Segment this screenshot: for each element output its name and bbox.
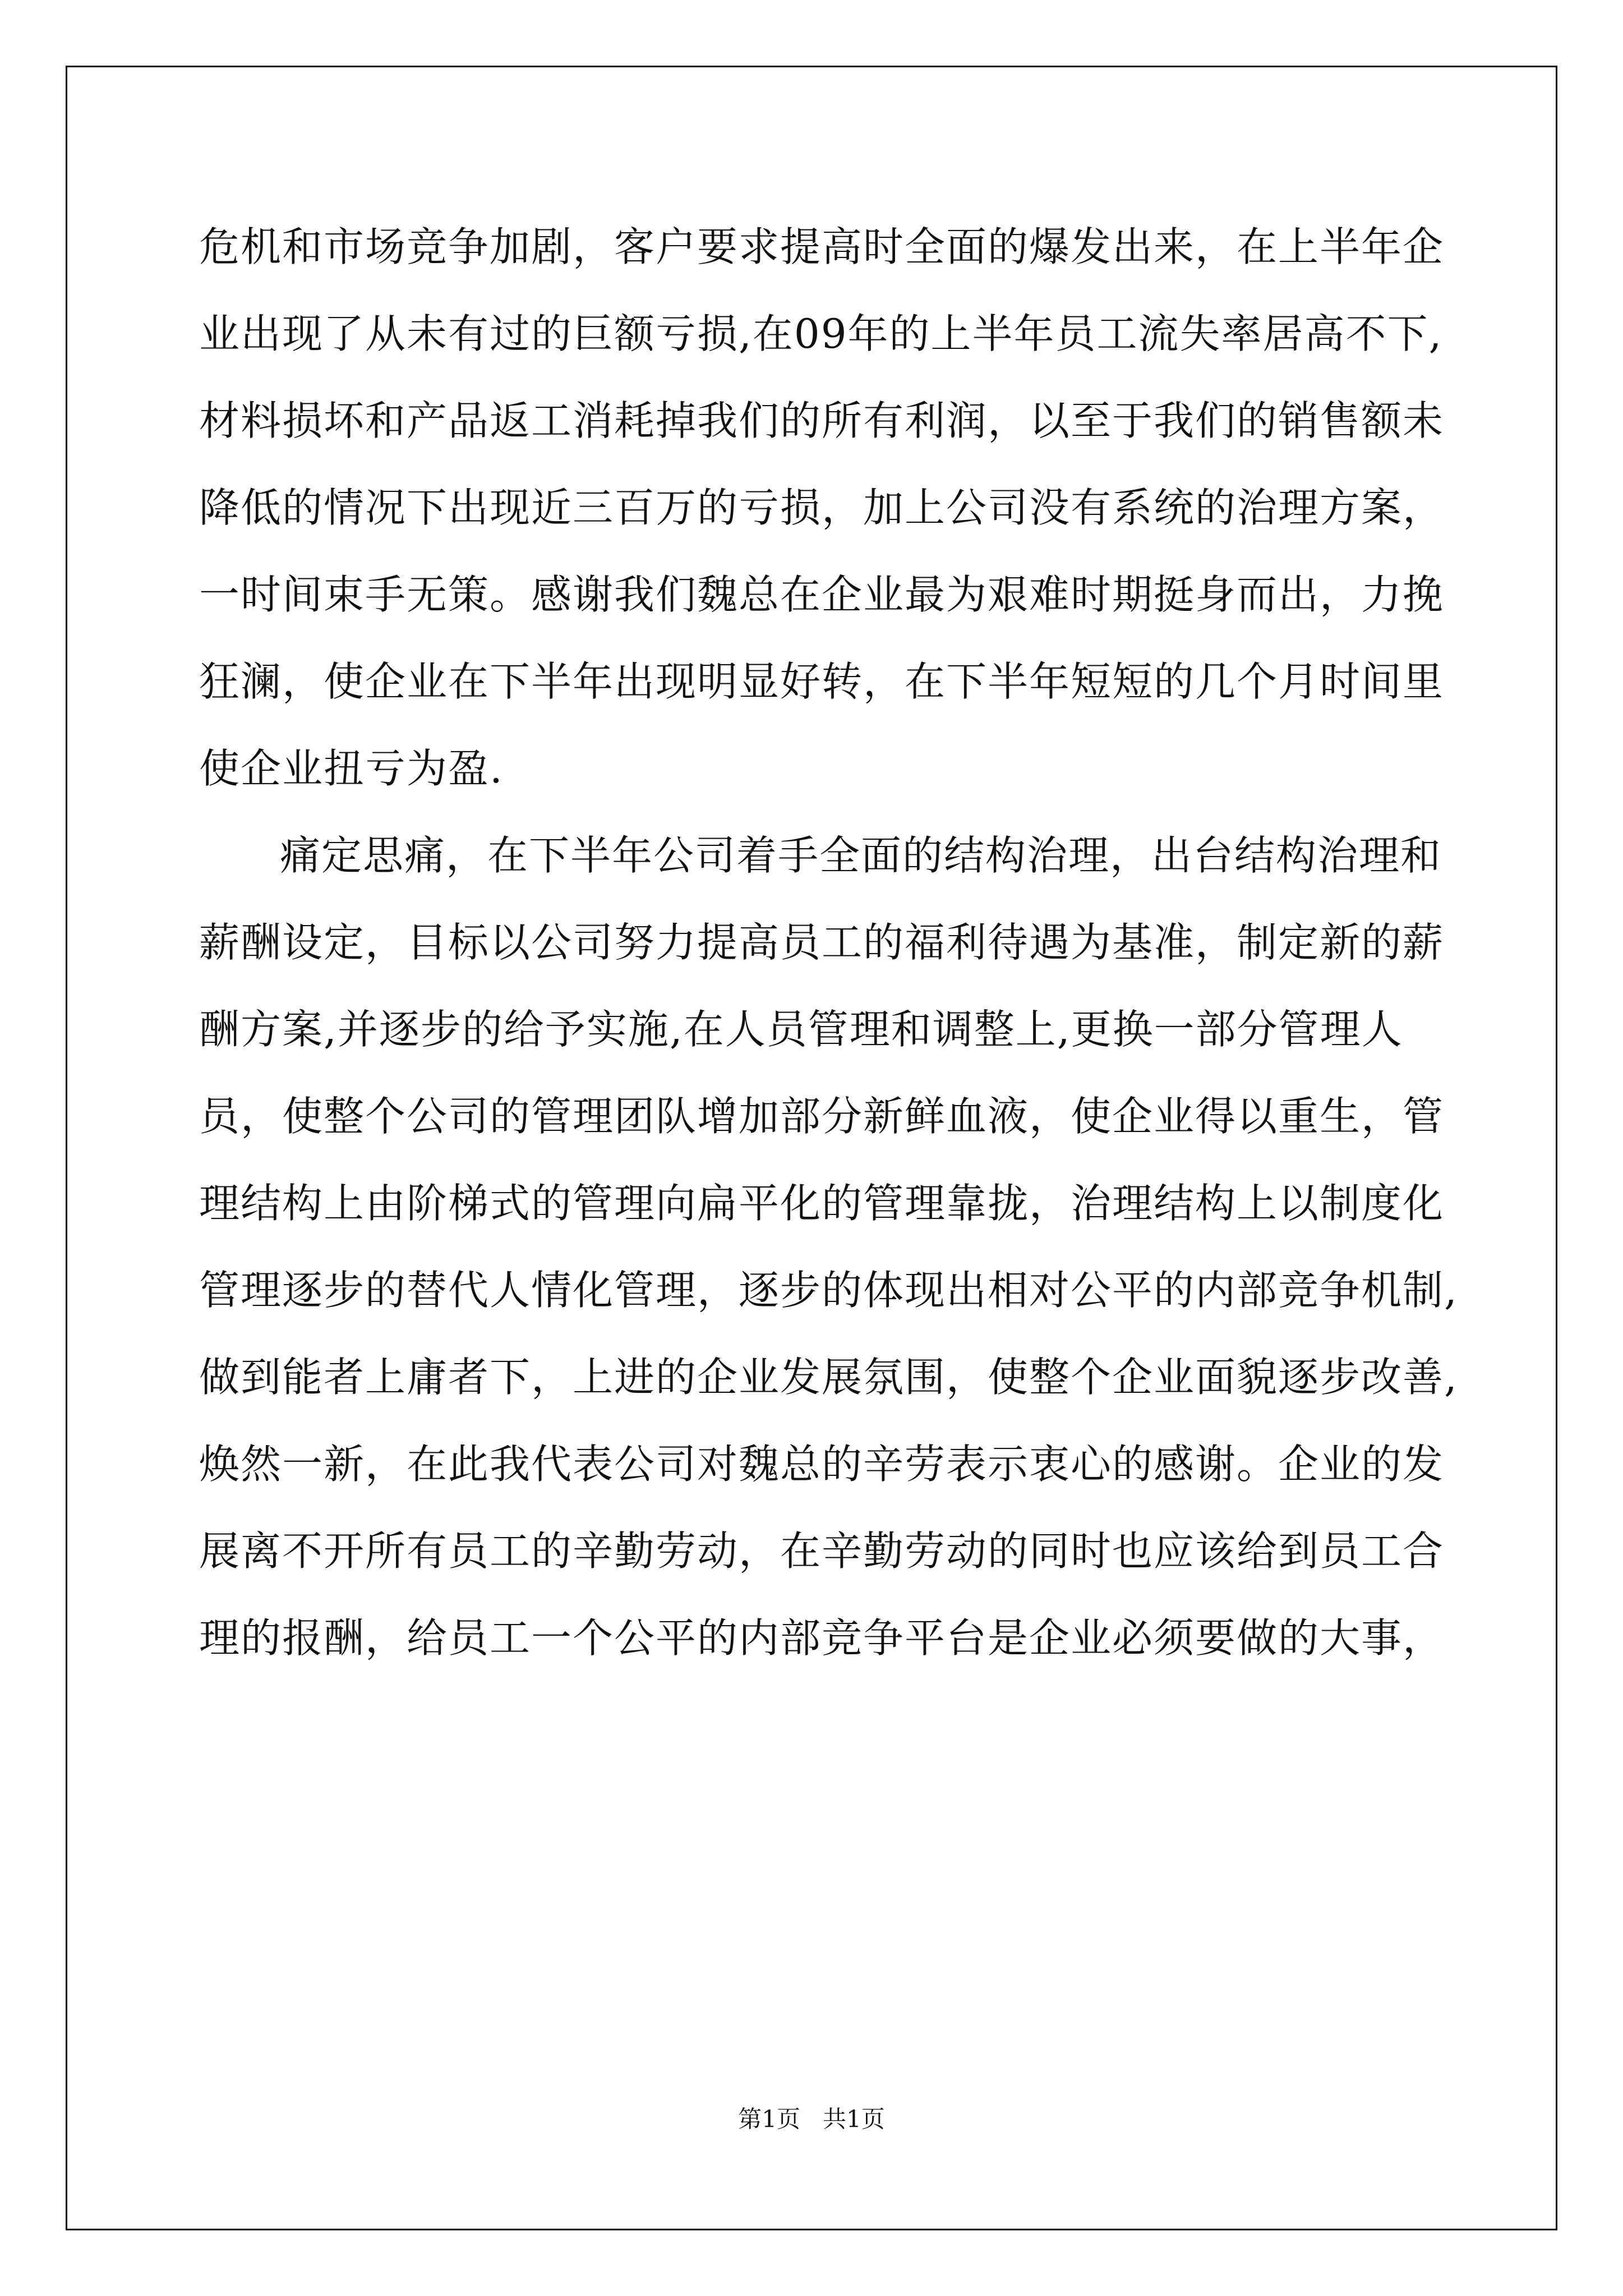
text-line: 理的报酬，给员工一个公平的内部竞争平台是企业必须要做的大事，: [199, 1614, 1445, 1662]
text-line: 材料损坏和产品返工消耗掉我们的所有利润，以至于我们的销售额未: [199, 397, 1445, 444]
text-line: 焕然一新，在此我代表公司对魏总的辛劳表示衷心的感谢。企业的发: [199, 1441, 1445, 1488]
text-line: 员，使整个公司的管理团队增加部分新鲜血液，使企业得以重生，管: [199, 1093, 1445, 1140]
text-line: 薪酬设定，目标以公司努力提高员工的福利待遇为基准，制定新的薪: [199, 919, 1445, 966]
page-footer: 第1页 共1页: [738, 2105, 885, 2133]
text-line: 狂澜，使企业在下半年出现明显好转，在下半年短短的几个月时间里: [199, 658, 1445, 705]
text-line: 酬方案,并逐步的给予实施,在人员管理和调整上,更换一部分管理人: [199, 1006, 1403, 1053]
text-line: 危机和市场竞争加剧，客户要求提高时全面的爆发出来，在上半年企: [199, 223, 1445, 270]
text-line: 管理逐步的替代人情化管理，逐步的体现出相对公平的内部竞争机制,: [199, 1267, 1458, 1314]
text-line: 一时间束手无策。感谢我们魏总在企业最为艰难时期挺身而出，力挽: [199, 571, 1445, 618]
document-body: [199, 216, 1483, 1694]
text-line: 业出现了从未有过的巨额亏损,在09年的上半年员工流失率居高不下,: [199, 310, 1443, 357]
text-line: 痛定思痛，在下半年公司着手全面的结构治理，出台结构治理和: [280, 832, 1442, 879]
text-line: 降低的情况下出现近三百万的亏损，加上公司没有系统的治理方案，: [199, 484, 1445, 531]
text-line: 理结构上由阶梯式的管理向扁平化的管理靠拢，治理结构上以制度化: [199, 1180, 1445, 1227]
text-line: 做到能者上庸者下，上进的企业发展氛围，使整个企业面貌逐步改善,: [199, 1354, 1458, 1401]
text-line: 使企业扭亏为盈.: [199, 745, 504, 792]
text-line: 展离不开所有员工的辛勤劳动，在辛勤劳动的同时也应该给到员工合: [199, 1527, 1445, 1575]
